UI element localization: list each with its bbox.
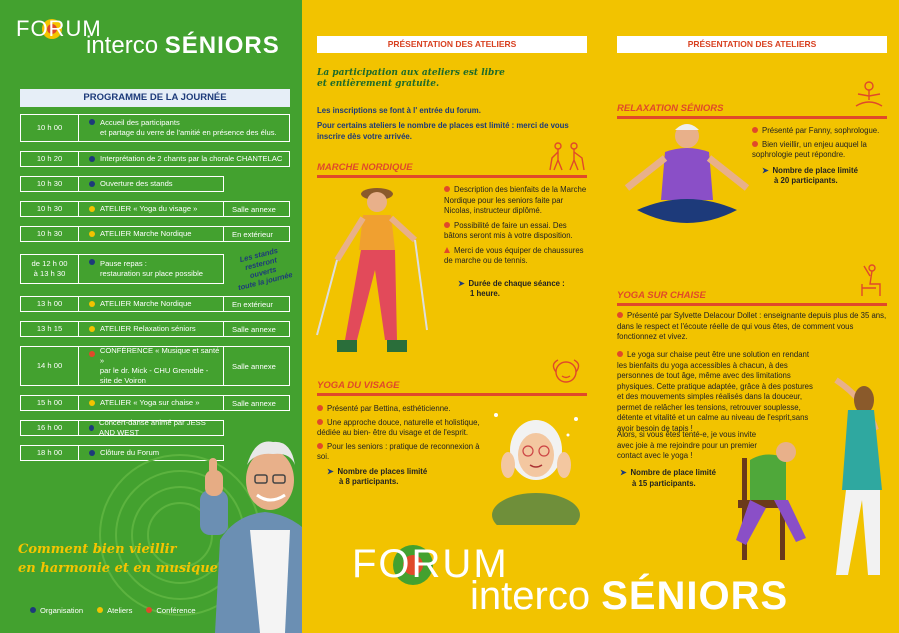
programme-row <box>20 420 224 436</box>
category-dot-icon <box>89 156 95 162</box>
marche-bullets <box>444 185 590 300</box>
category-dot-icon <box>89 425 94 431</box>
marche-title: MARCHE NORDIQUE <box>317 162 413 173</box>
programme-activity <box>79 396 223 410</box>
programme-row <box>20 201 290 217</box>
slogan-line2: en harmonie et en musique <box>18 561 218 576</box>
programme-time: 10 h 30 <box>21 202 79 216</box>
programme-panel <box>0 0 302 633</box>
chaise-divider <box>617 303 887 306</box>
intro-line1: La participation aux ateliers est libre <box>317 68 505 78</box>
intro <box>317 68 587 90</box>
logo-large-seniors: SÉNIORS <box>601 574 789 618</box>
programme-activity-text: ATELIER Relaxation séniors <box>100 324 196 333</box>
category-dot-icon <box>89 119 95 125</box>
programme-row <box>20 296 290 312</box>
arrow-icon: ➤ <box>327 466 334 476</box>
chaise-places-value: à 15 participants. <box>632 478 696 488</box>
programme-location: En extérieur <box>223 297 289 311</box>
chaise-p1-text: Présenté par Sylvette Delacour Dollet : enseignante depuis plus de 35 ans, dans le respect et l'écoute réelle de qui vous êtes, de comment vous fonctionnez et vivez. <box>617 311 887 341</box>
marche-b2: Possibilité de faire un essai. Des bâtons seront mis à votre disposition. <box>444 220 573 240</box>
programme-row <box>20 395 290 411</box>
programme-location: En extérieur <box>223 227 289 241</box>
visage-b3: Pour les seniors : pratique de reconnexion à soi. <box>317 441 480 461</box>
category-dot-icon <box>89 301 95 307</box>
logo-large-interco: interco <box>470 574 591 618</box>
category-dot-icon <box>89 259 95 265</box>
relax-b2: Bien vieillir, un enjeu auquel la sophrologie peut répondre. <box>752 139 867 159</box>
programme-activity <box>79 255 223 283</box>
chaise-p3: Alors, si vous êtes tenté-e, je vous invite avec joie à me rejoindre pour un premier contact avec le yoga ! <box>617 430 757 460</box>
legend-label: Ateliers <box>107 606 133 615</box>
relax-bullets <box>752 126 892 187</box>
nordic-walkers-icon <box>548 140 586 174</box>
middle-section-header: PRÉSENTATION DES ATELIERS <box>317 36 587 53</box>
category-dot-icon <box>89 400 95 406</box>
red-bullet-icon <box>752 141 758 147</box>
programme-time: 13 h 00 <box>21 297 79 311</box>
legend <box>30 606 196 615</box>
logo-interco-text: interco <box>86 32 159 59</box>
programme-activity-text: ATELIER « Yoga du visage » <box>100 204 198 213</box>
visage-b1: Présenté par Bettina, esthéticienne. <box>327 404 451 413</box>
blue-dot-icon <box>30 607 36 613</box>
visage-b2: Une approche douce, naturelle et holistique, dédiée au bien- être du visage et de l'esprit. <box>317 417 480 437</box>
programme-activity <box>79 347 223 385</box>
programme-activity-text: ATELIER Marche Nordique <box>100 299 192 308</box>
programme-activity-text: Pause repas : restauration sur place possible <box>100 259 203 278</box>
chaise-title: YOGA SUR CHAISE <box>617 290 706 301</box>
programme-row <box>20 321 290 337</box>
arrow-icon: ➤ <box>762 165 769 175</box>
visage-places: Nombre de places limité <box>337 466 428 476</box>
category-dot-icon <box>89 206 95 212</box>
legend-ateliers <box>97 606 132 615</box>
category-dot-icon <box>89 181 95 187</box>
marche-duree-value: 1 heure. <box>470 289 500 298</box>
programme-activity <box>79 152 289 166</box>
programme-activity-text: ATELIER Marche Nordique <box>100 229 192 238</box>
programme-activity <box>79 115 289 141</box>
programme-row <box>20 254 224 284</box>
red-bullet-icon <box>444 222 450 228</box>
chair-yoga-illustration <box>716 370 896 580</box>
meditation-icon <box>852 78 886 112</box>
category-dot-icon <box>89 326 95 332</box>
visage-places-value: à 8 participants. <box>339 477 399 486</box>
logo-seniors-text: SÉNIORS <box>164 32 280 59</box>
programme-activity-text: CONFÉRENCE « Musique et santé » par le dr. Mick - CHU Grenoble - site de Voiron <box>99 346 220 385</box>
marche-divider <box>317 175 587 178</box>
programme-time: 13 h 15 <box>21 322 79 336</box>
legend-label: Conférence <box>156 606 196 615</box>
legend-conference <box>146 606 195 615</box>
programme-time: 10 h 30 <box>21 227 79 241</box>
nordic-walker-illustration <box>315 180 445 360</box>
programme-activity-text: ATELIER « Yoga sur chaise » <box>100 398 200 407</box>
chair-yoga-icon <box>856 262 886 300</box>
programme-time: 15 h 00 <box>21 396 79 410</box>
visage-divider <box>317 393 587 396</box>
inscriptions-text: Les inscriptions se font à l' entrée du forum. <box>317 106 481 115</box>
programme-time: de 12 h 00 à 13 h 30 <box>21 255 79 283</box>
chaise-places-label: Nombre de place limité <box>630 468 716 477</box>
category-dot-icon <box>89 231 95 237</box>
relax-title: RELAXATION SÉNIORS <box>617 103 724 114</box>
programme-activity-text: Interprétation de 2 chants par la chorale CHANTELAC <box>100 154 283 163</box>
programme-time: 14 h 00 <box>21 347 79 385</box>
marche-b1: Description des bienfaits de la Marche Nordique pour les seniors faite par Nicolas, instructeur diplômé. <box>444 185 587 215</box>
arrow-icon: ➤ <box>620 468 627 477</box>
red-bullet-icon <box>317 443 323 449</box>
programme-row <box>20 226 290 242</box>
face-yoga-icon <box>548 354 584 390</box>
red-bullet-icon <box>317 419 323 425</box>
programme-activity-text: Accueil des participants et partage du verre de l'amitié en présence des élus. <box>100 118 277 137</box>
red-bullet-icon <box>317 405 323 411</box>
programme-row <box>20 151 290 167</box>
programme-activity-text: Clôture du Forum <box>100 448 160 457</box>
logo-forum-text: FORUM <box>16 16 102 41</box>
right-section-header: PRÉSENTATION DES ATELIERS <box>617 36 887 53</box>
legend-organisation <box>30 606 83 615</box>
slogan <box>18 540 218 578</box>
red-bullet-icon <box>444 186 450 192</box>
visage-bullets <box>317 404 487 488</box>
relaxation-man-illustration <box>617 118 757 236</box>
programme-location: Salle annexe <box>223 202 289 216</box>
logo-large-forum: FORUM <box>352 542 509 586</box>
chaise-p1 <box>617 311 889 343</box>
stands-note: Les stands resteront ouverts toute la journée <box>237 245 294 293</box>
visage-title: YOGA DU VISAGE <box>317 380 400 391</box>
places-note: Pour certains ateliers le nombre de places est limité : merci de vous inscrire dès votre arrivée. <box>317 121 569 141</box>
programme-activity <box>79 202 223 216</box>
arrow-icon: ➤ <box>458 278 465 288</box>
forum-logo <box>16 12 296 67</box>
marche-b3: Merci de vous équiper de chaussures de marche ou de tennis. <box>444 245 584 265</box>
intro-line2: et entièrement gratuite. <box>317 79 440 89</box>
programme-location: Salle annexe <box>223 347 289 385</box>
programme-activity <box>79 297 223 311</box>
face-yoga-woman-illustration <box>488 405 583 525</box>
relax-places-value: à 20 participants. <box>774 176 838 185</box>
programme-row <box>20 176 224 192</box>
programme-activity-text: Ouverture des stands <box>100 179 173 188</box>
programme-activity <box>79 322 223 336</box>
slogan-line1: Comment bien vieillir <box>18 542 177 557</box>
programme-location: Salle annexe <box>223 322 289 336</box>
red-bullet-icon <box>617 312 623 318</box>
programme-location: Salle annexe <box>223 396 289 410</box>
red-dot-icon <box>146 607 152 613</box>
programme-time: 18 h 00 <box>21 446 79 460</box>
programme-activity-text: Concert-danse animé par JESS AND WEST <box>99 418 206 437</box>
programme-row <box>20 114 290 142</box>
chaise-p2-text: Le yoga sur chaise peut être une solution en rendant les bienfaits du yoga accessibles à chacun, à des personnes de tout âge, même avec des limitations physiques. Cette pratique adaptée, grâce à des postures et des mouvements simples réalisés dans la douceur, permet de relâcher les tensions, retrouver souplesse, détente et vitalité et un calme au niveau de l'esprit,sans avoir besoin de tapis ! <box>617 350 813 433</box>
red-bullet-icon <box>617 351 623 357</box>
programme-activity <box>79 227 223 241</box>
programme-time: 10 h 30 <box>21 177 79 191</box>
warning-triangle-icon <box>444 247 450 253</box>
relax-places: Nombre de place limité <box>772 165 858 175</box>
relax-b1: Présenté par Fanny, sophrologue. <box>762 126 880 135</box>
programme-activity <box>79 177 223 191</box>
yellow-dot-icon <box>97 607 103 613</box>
legend-label: Organisation <box>40 606 84 615</box>
programme-time: 10 h 00 <box>21 115 79 141</box>
red-bullet-icon <box>752 127 758 133</box>
marche-duree: Durée de chaque séance : <box>468 278 565 288</box>
programme-title: PROGRAMME DE LA JOURNÉE <box>20 89 290 107</box>
programme-row <box>20 346 290 386</box>
programme-time: 10 h 20 <box>21 152 79 166</box>
programme-time: 16 h 00 <box>21 421 79 435</box>
category-dot-icon <box>89 351 95 357</box>
